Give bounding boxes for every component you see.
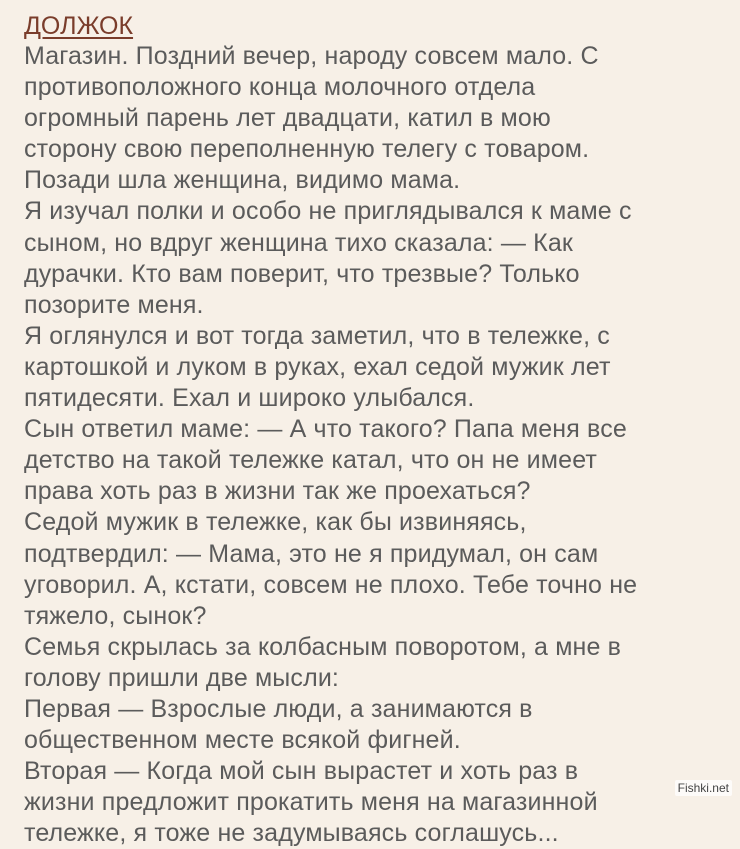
story-line: Сын ответил маме: — А что такого? Папа меня все [24,415,627,444]
story-line: Первая — Взрослые люди, а занимаются в [24,694,533,723]
story-line: сыном, но вдруг женщина тихо сказала: — Как [24,228,573,257]
story-line: Семья скрылась за колбасным поворотом, а мне в [24,632,622,661]
story-line: картошкой и луком в руках, ехал седой мужик лет [24,352,611,381]
site-watermark: Fishki.net [675,780,732,796]
story-line: позорите меня. [24,290,204,319]
story-line: голову пришли две мысли: [24,663,340,692]
story-line: огромный парень лет двадцати, катил в мою [24,104,551,133]
story-line: жизни предложит прокатить меня на магазинной [24,788,598,817]
story-line: детство на такой тележке катал, что он не имеет [24,446,598,475]
story-line: Я изучал полки и особо не приглядывался к маме с [24,197,632,226]
story-line: права хоть раз в жизни так же проехаться? [24,477,531,506]
story-title: ДОЛЖОК [24,12,134,40]
story-line: Позади шла женщина, видимо мама. [24,166,461,195]
story-line: тележке, я тоже не задумываясь соглашусь... [24,819,559,848]
story-line: пятидесяти. Ехал и широко улыбался. [24,384,475,413]
story-line: Вторая — Когда мой сын вырастет и хоть раз в [24,757,579,786]
story-line: Я оглянулся и вот тогда заметил, что в тележке, с [24,321,610,350]
story-line: Магазин. Поздний вечер, народу совсем мало. С [24,42,599,70]
story-line: дурачки. Кто вам поверит, что трезвые? Только [24,259,580,288]
story-line: сторону свою переполненную телегу с товаром. [24,135,590,164]
story-line: противоположного конца молочного отдела [24,73,536,102]
story-line: уговорил. А, кстати, совсем не плохо. Тебе точно не [24,570,638,599]
story-line: Седой мужик в тележке, как бы извиняясь, [24,508,527,537]
story-text [24,41,726,849]
story-line: общественном месте всякой фигней. [24,726,461,755]
story-line: тяжело, сынок? [24,601,207,630]
story-line: подтвердил: — Мама, это не я придумал, он сам [24,539,599,568]
